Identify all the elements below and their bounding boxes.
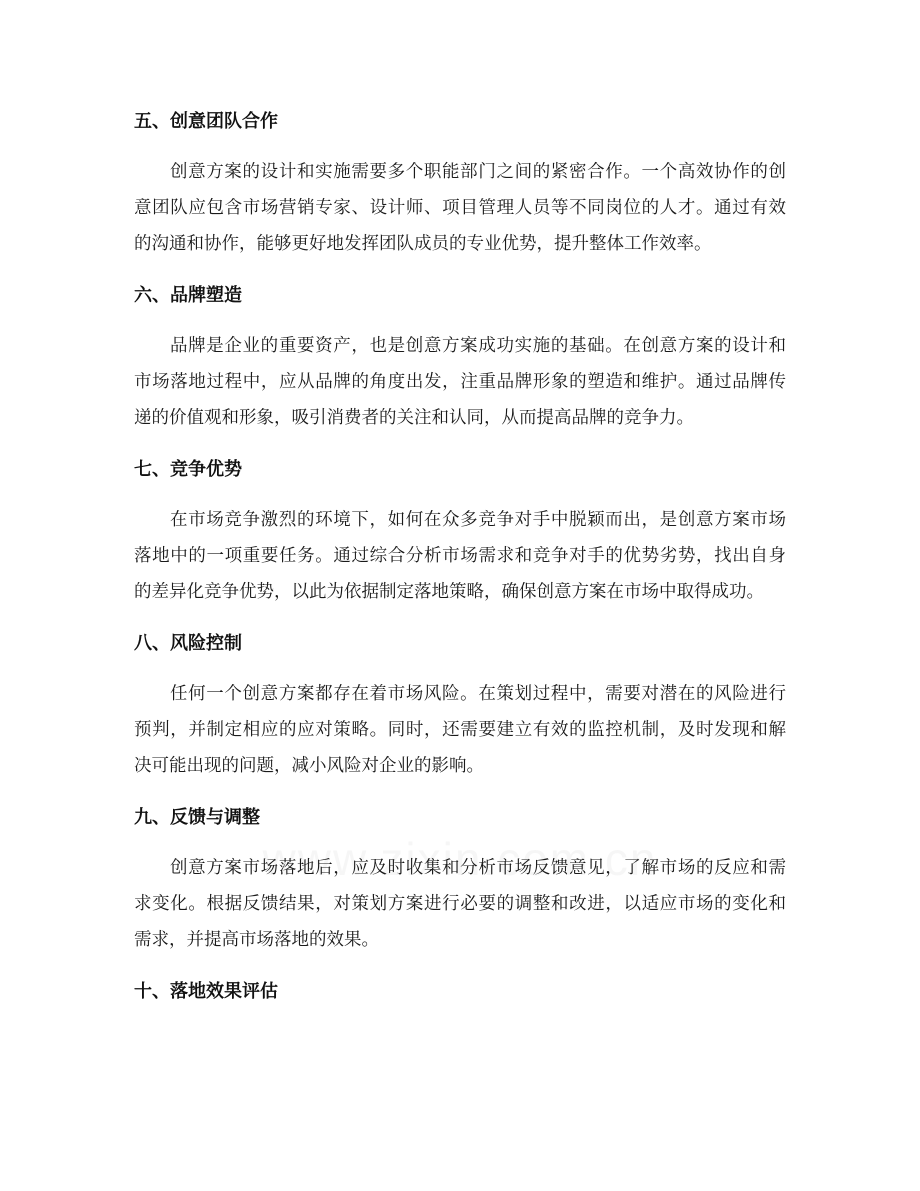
paragraph-line: 的沟通和协作，能够更好地发挥团队成员的专业优势，提升整体工作效率。 (134, 234, 712, 254)
section-heading: 六、品牌塑造 (134, 285, 242, 306)
document-body (134, 104, 786, 1010)
paragraph-line: 创意方案的设计和实施需要多个职能部门之间的紧密合作。一个高效协作的创 (170, 162, 786, 182)
section-brand-building (134, 278, 786, 436)
paragraph (134, 328, 786, 436)
paragraph (134, 502, 786, 610)
section-risk-control (134, 626, 786, 784)
paragraph (134, 154, 786, 262)
section-heading: 十、落地效果评估 (134, 981, 278, 1002)
paragraph-line: 落地中的一项重要任务。通过综合分析市场需求和竞争对手的优势劣势，找出自身 (134, 546, 786, 566)
paragraph-line: 决可能出现的问题，减小风险对企业的影响。 (134, 756, 484, 776)
section-effect-evaluation (134, 974, 786, 1010)
paragraph (134, 676, 786, 784)
section-feedback-adjustment (134, 800, 786, 958)
paragraph-line: 递的价值观和形象，吸引消费者的关注和认同，从而提高品牌的竞争力。 (134, 408, 694, 428)
paragraph-line: 的差异化竞争优势，以此为依据制定落地策略，确保创意方案在市场中取得成功。 (134, 582, 764, 602)
section-heading: 七、竞争优势 (134, 459, 242, 480)
paragraph-line: 在市场竞争激烈的环境下，如何在众多竞争对手中脱颖而出，是创意方案市场 (170, 510, 786, 530)
section-heading: 八、风险控制 (134, 633, 242, 654)
paragraph-line: 意团队应包含市场营销专家、设计师、项目管理人员等不同岗位的人才。通过有效 (134, 198, 786, 218)
section-competitive-advantage (134, 452, 786, 610)
paragraph-line: 市场落地过程中，应从品牌的角度出发，注重品牌形象的塑造和维护。通过品牌传 (134, 372, 786, 392)
section-heading: 九、反馈与调整 (134, 807, 260, 828)
paragraph-line: 求变化。根据反馈结果，对策划方案进行必要的调整和改进，以适应市场的变化和 (134, 894, 786, 914)
paragraph-line: 创意方案市场落地后，应及时收集和分析市场反馈意见，了解市场的反应和需 (170, 858, 786, 878)
section-heading: 五、创意团队合作 (134, 111, 278, 132)
paragraph-line: 品牌是企业的重要资产，也是创意方案成功实施的基础。在创意方案的设计和 (170, 336, 786, 356)
paragraph-line: 任何一个创意方案都存在着市场风险。在策划过程中，需要对潜在的风险进行 (170, 684, 786, 704)
paragraph (134, 850, 786, 958)
section-team-collaboration (134, 104, 786, 262)
paragraph-line: 需求，并提高市场落地的效果。 (134, 930, 379, 950)
paragraph-line: 预判，并制定相应的应对策略。同时，还需要建立有效的监控机制，及时发现和解 (134, 720, 786, 740)
